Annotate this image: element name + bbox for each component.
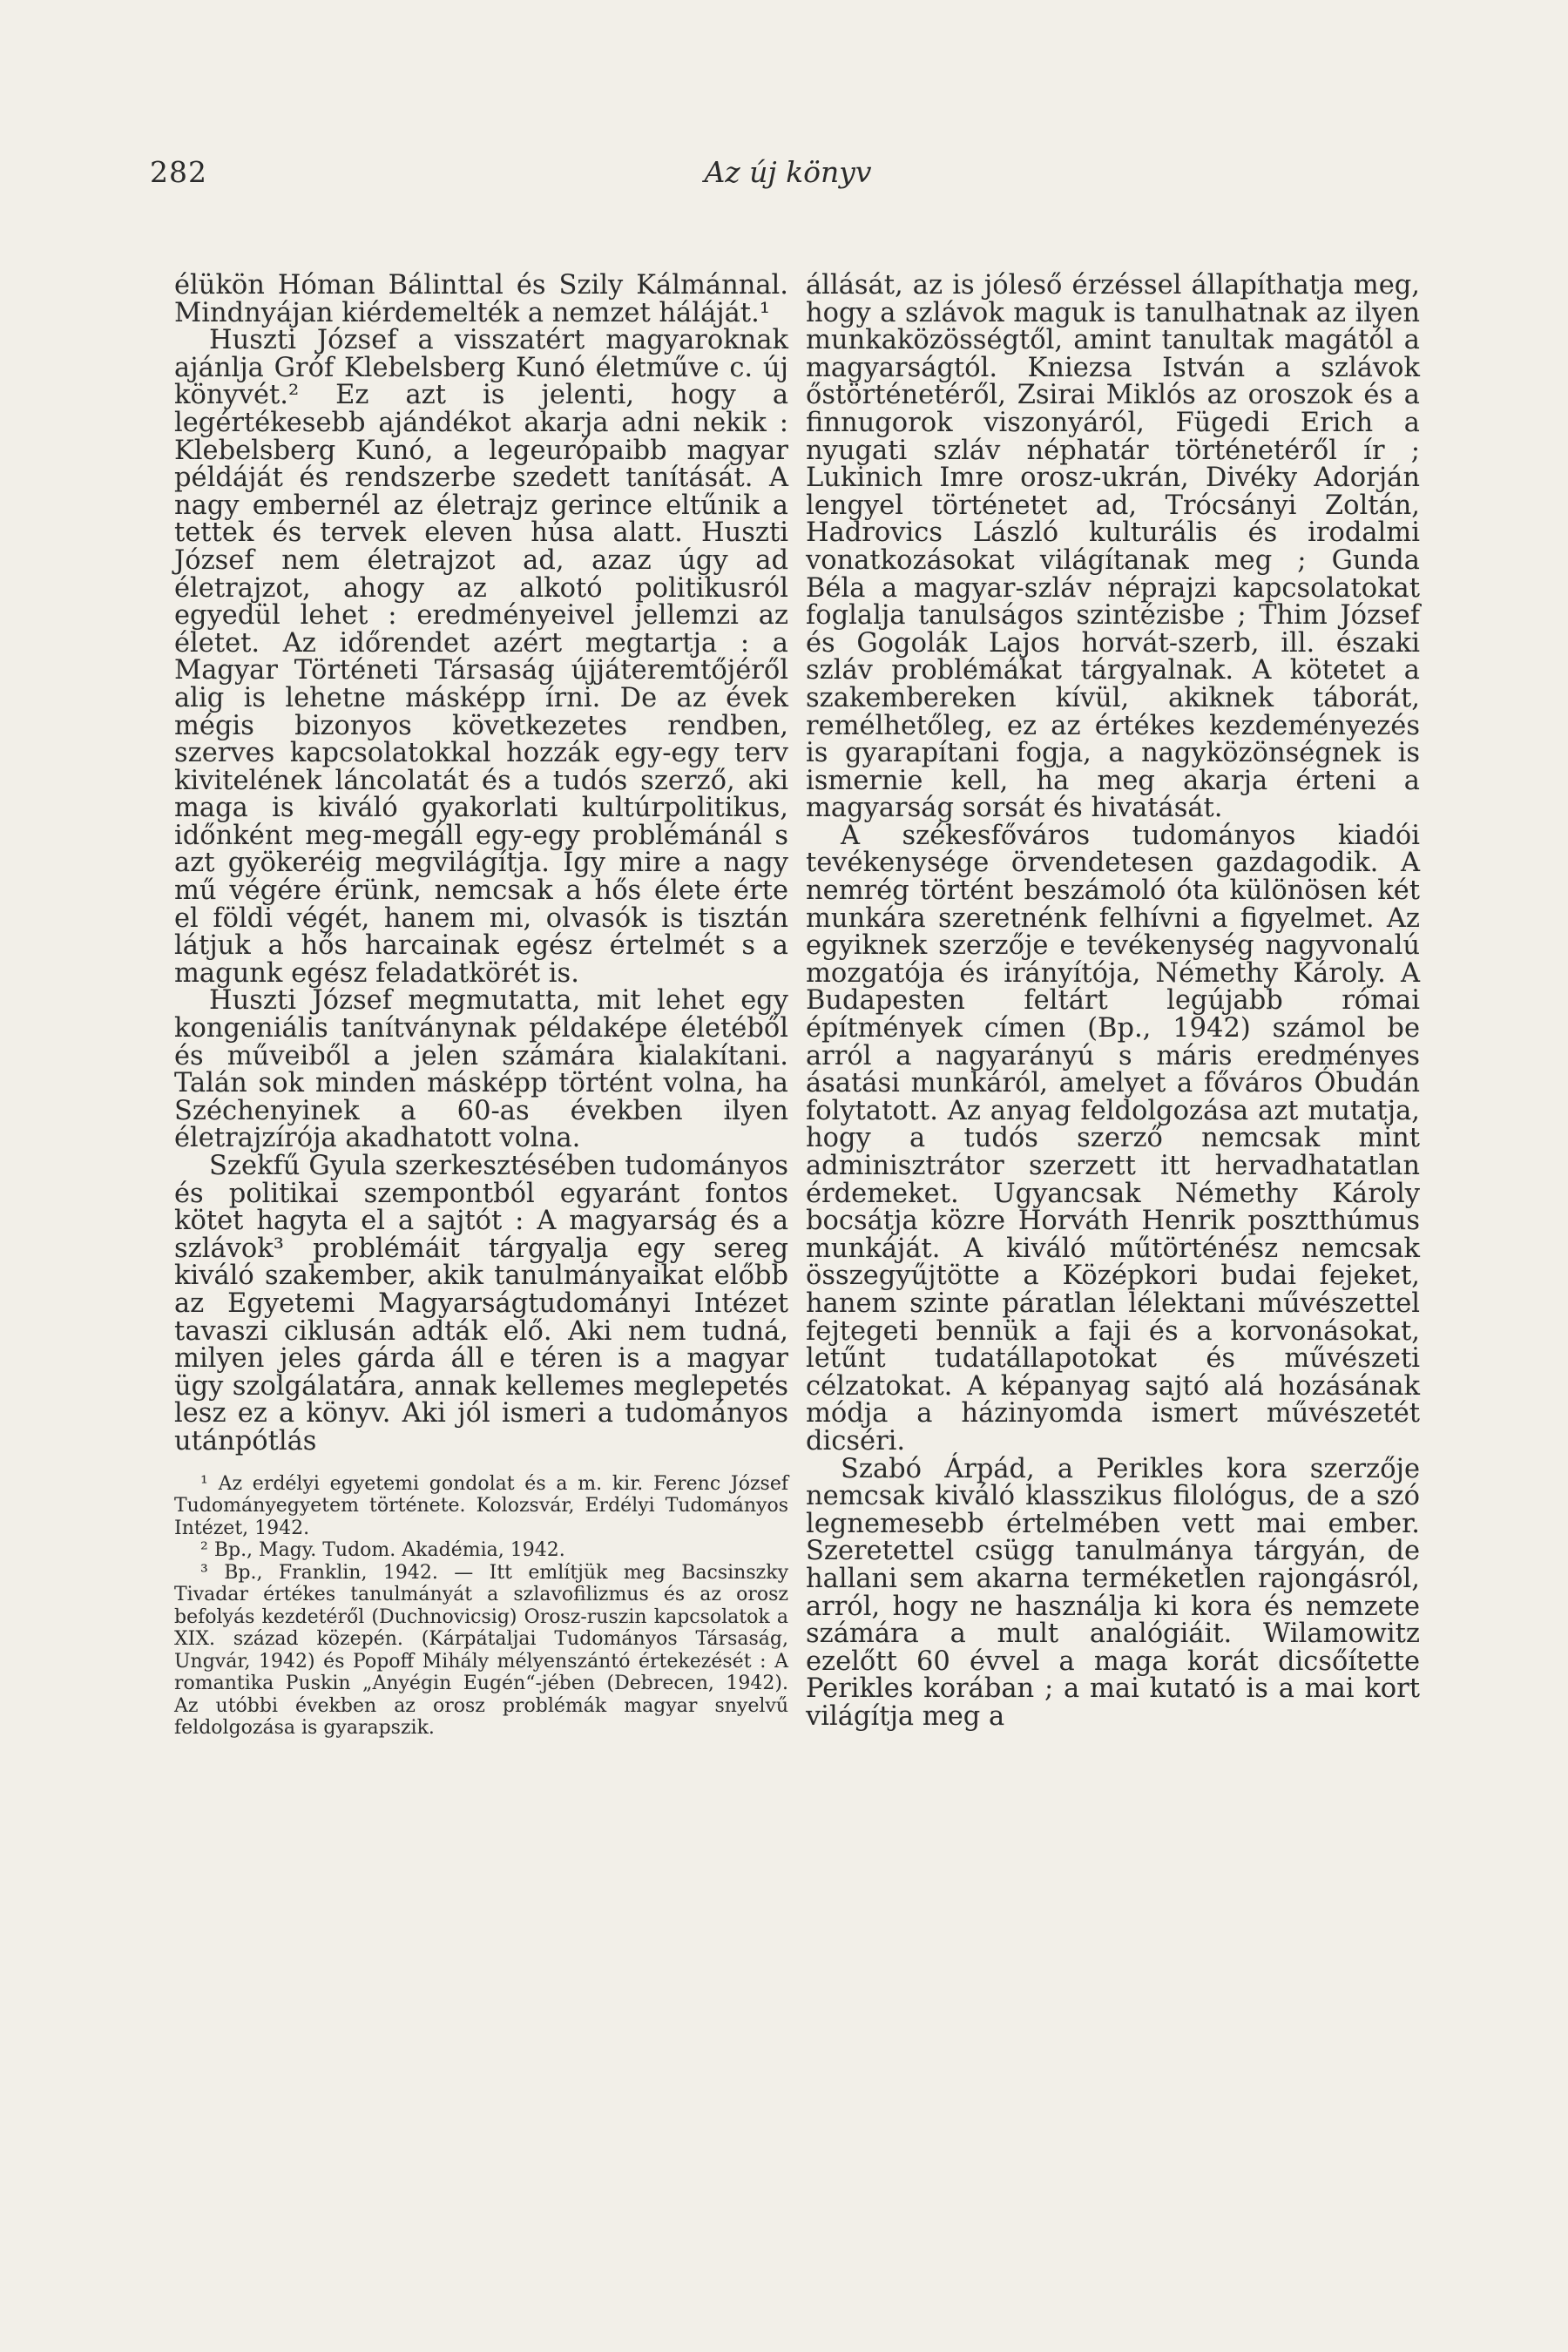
page-number: 282	[150, 155, 207, 189]
paragraph: Szabó Árpád, a Perikles kora szerzője nemcsak kiváló klasszikus filológus, de a szó legnemesebb értelmében vett mai ember. Szeretettel csügg tanulmánya tárgyán, de hallani sem akarna terméketlen rajongásról, arról, hogy ne használja ki kora és nemzete számára a mult analógiáit. Wilamowitz ezelőtt 60 évvel a maga korát dicsőítette Perikles korában ; a mai kutató is a mai kort világítja meg a	[806, 1453, 1420, 1732]
footnote: ¹ Az erdélyi egyetemi gondolat és a m. kir. Ferenc József Tudományegyetem története. Kolozsvár, Erdélyi Tudományos Intézet, 1942.	[174, 1472, 788, 1539]
paragraph: A székesfőváros tudományos kiadói tevékenysége örvendetesen gazdagodik. A nemrég történt beszámoló óta különösen két munkára szeretnénk felhívni a figyelmet. Az egyiknek szerzője e tevékenység nagyvonalú mozgatója és irányítója, Némethy Károly. A Budapesten feltárt legújabb római építmények címen (Bp., 1942) számol be arról a nagyarányú s máris eredményes ásatási munkáról, amelyet a főváros Óbudán folytatott. Az anyag feldolgozása azt mutatja, hogy a tudós szerző nemcsak mint adminisztrátor szerzett itt hervadhatatlan érdemeket. Ugyancsak Némethy Károly bocsátja közre Horváth Henrik posztthúmus munkáját. A kiváló műtörténész nemcsak összegyűjtötte a Középkori budai fejeket, hanem szinte páratlan lélektani művészettel fejtegeti bennük a faji és a korvonásokat, letűnt tudatállapotokat és művészeti célzatokat. A képanyag sajtó alá hozásának módja a házinyomda ismert művészetét dicséri.	[806, 820, 1420, 1456]
paragraph: Huszti József a visszatért magyaroknak ajánlja Gróf Klebelsberg Kunó életműve c. új könyvét.² Ez azt is jelenti, hogy a legértékesebb ajándékot akarja adni nekik : Klebelsberg Kunó, a legeurópaibb magyar példáját és rendszerbe szedett tanítását. A nagy embernél az életrajz gerince eltűnik a tettek és tervek eleven húsa alatt. Huszti József nem életrajzot ad, azaz úgy ad életrajzot, ahogy az alkotó politikusról egyedül lehet : eredményeivel jellemzi az életet. Az időrendet azért megtartja : a Magyar Történeti Társaság újjáteremtőjéről alig is lehetne másképp írni. De az évek mégis bizonyos következetes rendben, szerves kapcsolatokkal hozzák egy-egy terv kivitelének láncolatát és a tudós szerző, aki maga is kiváló gyakorlati kultúrpolitikus, időnként meg-megáll egy-egy problémánál s azt gyökeréig megvilágítja. Így mire a nagy mű végére érünk, nemcsak a hős élete érte el földi végét, hanem mi, olvasók is tisztán látjuk a hős harcainak egész értelmét s a magunk egész feladatkörét is.	[174, 325, 788, 989]
running-title: Az új könyv	[704, 155, 872, 189]
paragraph: állását, az is jóleső érzéssel állapíthatja meg, hogy a szlávok maguk is tanulhatnak az ilyen munkaközösségtől, amint tanultak magától a magyarságtól. Kniezsa István a szlávok őstörténetéről, Zsirai Miklós az oroszok és a finnugorok viszonyáról, Fügedi Erich a nyugati szláv néphatár történetéről ír ; Lukinich Imre orosz-ukrán, Divéky Adorján lengyel történetet ad, Trócsányi Zoltán, Hadrovics László kulturális és irodalmi vonatkozásokat világítanak meg ; Gunda Béla a magyar-szláv néprajzi kapcsolatokat foglalja tanulságos szintézisbe ; Thim József és Gogolák Lajos horvát-szerb, ill. északi szláv problémákat tárgyalnak. A kötetet a szakembereken kívül, akiknek táborát, remélhetőleg, ez az értékes kezdeményezés is gyarapítani fogja, a nagyközönségnek is ismernie kell, ha meg akarja érteni a magyarság sorsát és hivatását.	[806, 270, 1420, 824]
footnote: ² Bp., Magy. Tudom. Akadémia, 1942.	[200, 1539, 565, 1562]
paragraph: Huszti József megmutatta, mit lehet egy kongeniális tanítványnak példaképe életéből és műveiből a jelen számára kialakítani. Talán sok minden másképp történt volna, ha Széchenyinek a 60-as években ilyen életrajzírója akadhatott volna.	[174, 985, 788, 1154]
footnotes	[174, 1473, 788, 1740]
page-header	[150, 155, 1426, 199]
right-column	[806, 272, 1420, 1730]
paragraph: Szekfű Gyula szerkesztésében tudományos és politikai szempontból egyaránt fontos kötet hagyta el a sajtót : A magyarság és a szlávok³ problémáit tárgyalja egy sereg kiváló szakember, akik tanulmányaikat előbb az Egyetemi Magyarságtudományi Intézet tavaszi ciklusán adták elő. Aki nem tudná, milyen jeles gárda áll e téren is a magyar ügy szolgálatára, annak kellemes meglepetés lesz ez a könyv. Aki jól ismeri a tudományos utánpótlás	[174, 1151, 788, 1456]
left-column	[174, 272, 788, 1740]
footnote: ³ Bp., Franklin, 1942. — Itt említjük meg Bacsinszky Tivadar értékes tanulmányát a szlavofilizmus és az orosz befolyás kezdetéről (Duchnovicsig) Orosz-ruszin kapcsolatok a XIX. század közepén. (Kárpátaljai Tudományos Társaság, Ungvár, 1942) és Popoff Mihály mélyenszántó értekezését : A romantika Puskin „Anyégin Eugén“-jében (Debrecen, 1942). Az utóbbi években az orosz problémák magyar snyelvű feldolgozása is gyarapszik.	[174, 1561, 788, 1740]
paragraph: élükön Hóman Bálinttal és Szily Kálmánnal. Mindnyájan kiérdemelték a nemzet háláját.¹	[174, 270, 788, 328]
